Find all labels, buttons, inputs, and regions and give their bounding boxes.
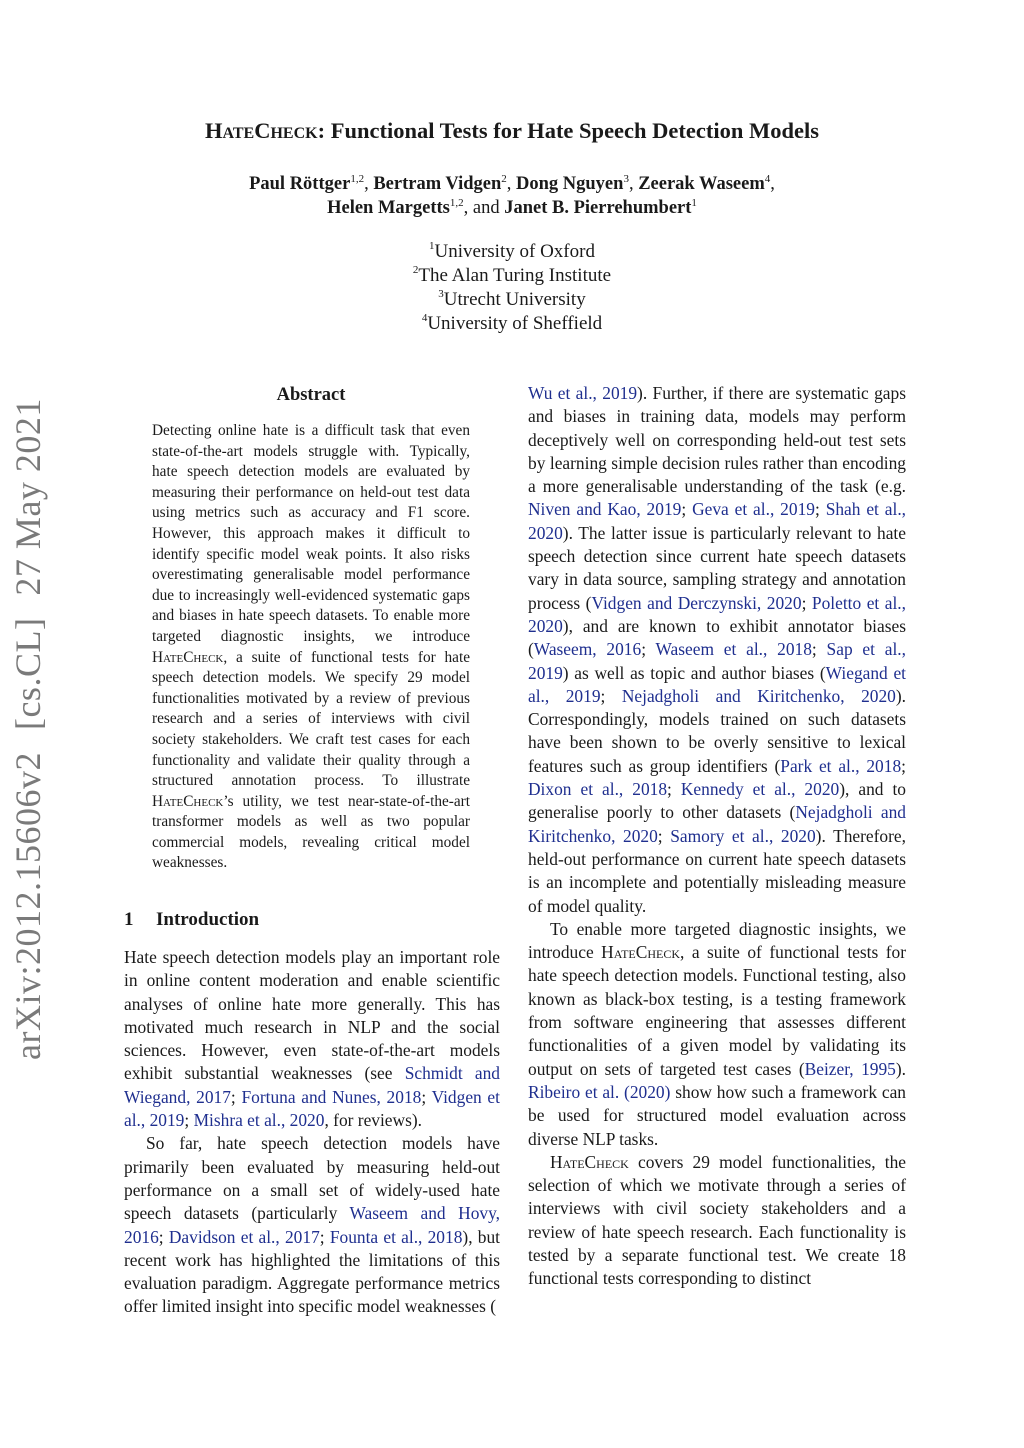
citation-link[interactable]: Waseem, 2016: [533, 639, 642, 660]
affiliation: $^4$University of Sheffield: [421, 312, 603, 334]
system-name: HateCheck: [152, 648, 224, 666]
citation-link[interactable]: Wu et al., 2019: [528, 383, 638, 403]
citation-link[interactable]: Kennedy et al., 2020: [680, 779, 840, 800]
author-name: Janet B. Pierrehumbert: [504, 198, 692, 218]
citation-link[interactable]: Geva et al., 2019: [692, 499, 815, 520]
citation-link[interactable]: Nejadgholi and Kiritchenko, 2020: [621, 685, 896, 706]
citation-link[interactable]: Park et al., 2018: [780, 755, 902, 776]
left-column-body: [124, 946, 500, 1319]
author-affiliation-mark: 3: [623, 173, 629, 185]
citation-link[interactable]: Davidson et al., 2017: [168, 1226, 320, 1247]
citation-link[interactable]: Beizer, 1995: [804, 1058, 896, 1079]
citation-link[interactable]: Mishra et al., 2020: [193, 1110, 325, 1131]
arxiv-category: [cs.CL]: [8, 617, 48, 731]
author-name: Bertram Vidgen: [373, 174, 502, 194]
author-conjunction: and: [472, 198, 500, 218]
citation-link[interactable]: Vidgen and Derczynski, 2020: [591, 592, 802, 613]
citation-link[interactable]: Schmidt and Wiegand, 2017: [124, 1063, 501, 1107]
affiliation: $^1$University of Oxford: [429, 240, 595, 262]
author-affiliation-mark: 1,2: [449, 197, 464, 209]
intro-paragraph: HateCheck covers 29 model functionalities, the selection of which we motivate through a series of interviews with civil society stakeholders and a review of hate speech research. Each functionality is tested by a separate functional test. We create 18 functional tests corresponding to distinct: [528, 1151, 906, 1289]
author-name: Paul Röttger: [249, 174, 351, 194]
author-name: Helen Margetts: [327, 198, 450, 218]
arxiv-sidebar: [8, 398, 48, 1060]
intro-paragraph: To enable more targeted diagnostic insights, we introduce HateCheck, a suite of functional tests for hate speech detection models. Functional testing, also known as black-box testing, is a testing framework from software engineering that assesses different functionalities of a given model by validating its output on sets of targeted test cases (Beizer, 1995). Ribeiro et al. (2020) show how such a framework can be used for structured model evaluation across diverse NLP tasks.: [528, 918, 907, 1149]
citation-link[interactable]: Waseem and Hovy, 2016: [124, 1203, 500, 1247]
title-rest: : Functional Tests for Hate Speech Detection Models: [317, 118, 819, 143]
citation-link[interactable]: Waseem et al., 2018: [655, 639, 812, 660]
citation-link[interactable]: Samory et al., 2020: [670, 825, 816, 846]
author-affiliation-mark: 1: [691, 197, 697, 209]
author-affiliation-mark: 1,2: [350, 173, 365, 185]
abstract-heading: Abstract: [276, 385, 346, 405]
citation-link[interactable]: Sap et al., 2019: [528, 639, 907, 683]
affiliation: $^2$The Alan Turing Institute: [412, 264, 612, 286]
author-affiliation-mark: 2: [501, 173, 507, 185]
abstract-body: [152, 421, 470, 874]
system-name: HateCheck: [601, 942, 680, 963]
affiliation: $^3$Utrecht University: [438, 288, 586, 310]
system-name: HateCheck: [550, 1151, 629, 1172]
right-column-body: [528, 382, 906, 1291]
citation-link[interactable]: Founta et al., 2018: [329, 1226, 463, 1247]
citation-link[interactable]: Nejadgholi and Kiritchenko, 2020: [528, 802, 906, 846]
citation-link[interactable]: Fortuna and Nunes, 2018: [241, 1086, 422, 1107]
citation-link[interactable]: Wiegand et al., 2019: [528, 662, 906, 706]
section-heading-introduction: [124, 907, 259, 933]
arxiv-date: 27 May 2021: [8, 398, 48, 596]
citation-link[interactable]: Niven and Kao, 2019: [528, 499, 682, 520]
author-affiliation-mark: 4: [764, 173, 771, 185]
author-list: Paul Röttger$^{1,2}$, Bertram Vidgen$^2$, Dong Nguyen$^3$, Zeerak Waseem$^4$, Helen Margetts$^{1,2}$, and Janet B. Pierrehumbert$^1$: [249, 173, 775, 218]
affiliation-list: [0, 240, 1024, 336]
system-name: HateCheck: [152, 792, 224, 810]
paper-title: [0, 116, 1024, 146]
author-name: Dong Nguyen: [516, 174, 624, 194]
author-name: Zeerak Waseem: [638, 174, 765, 194]
intro-paragraph: Hate speech detection models play an important role in online content moderation and enable scientific analyses of online hate more generally. This has motivated much research in NLP and the social sciences. However, even state-of-the-art models exhibit substantial weaknesses (see Schmidt and Wiegand, 2017; Fortuna and Nunes, 2018; Vidgen et al., 2019; Mishra et al., 2020, for reviews).: [124, 947, 501, 1131]
abstract-paragraph: Detecting online hate is a difficult task that even state-of-the-art models struggle with. Typically, hate speech detection models are evaluated by measuring their performance on held-out test data using metrics such as accuracy and F1 score. However, this approach makes it difficult to identify specific model weak points. It also risks overestimating generalisable model performance due to increasingly well-evidenced systematic gaps and biases in hate speech datasets. To enable more targeted diagnostic insights, we introduce HateCheck, a suite of functional tests for hate speech detection models. We specify 29 model functionalities motivated by a review of previous research and a series of interviews with civil society stakeholders. We craft test cases for each functionality and validate their quality through a structured annotation process. To illustrate HateCheck’s utility, we test near-state-of-the-art transformer models as well as two popular commercial models, revealing critical model weaknesses.: [152, 422, 470, 872]
intro-paragraph-continued: Wu et al., 2019). Further, if there are systematic gaps and biases in training data, models may perform deceptively well on corresponding held-out test sets by learning simple decision rules rather than encoding a more generalisable understanding of the task (e.g. Niven and Kao, 2019; Geva et al., 2019; Shah et al., 2020). The latter issue is particularly relevant to hate speech detection since current hate speech datasets vary in data source, sampling strategy and annotation process (Vidgen and Derczynski, 2020; Poletto et al., 2020), and are known to exhibit annotator biases (Waseem, 2016; Waseem et al., 2018; Sap et al., 2019) as well as topic and author biases (Wiegand et al., 2019; Nejadgholi and Kiritchenko, 2020). Correspondingly, models trained on such datasets have been shown to be overly sensitive to lexical features such as group identifiers (Park et al., 2018; Dixon et al., 2018; Kennedy et al., 2020), and to generalise poorly to other datasets (Nejadgholi and Kiritchenko, 2020; Samory et al., 2020). Therefore, held-out performance on current hate speech datasets is an incomplete and potentially misleading measure of model quality.: [528, 383, 907, 916]
section-title: Introduction: [156, 909, 260, 930]
title-system-name: HateCheck: [205, 118, 318, 143]
arxiv-id[interactable]: arXiv:2012.15606v2: [8, 752, 48, 1060]
citation-link[interactable]: Shah et al., 2020: [528, 499, 907, 543]
citation-link[interactable]: Dixon et al., 2018: [528, 779, 668, 800]
citation-link[interactable]: Poletto et al., 2020: [528, 592, 906, 636]
citation-link[interactable]: Vidgen et al., 2019: [124, 1086, 500, 1131]
intro-paragraph: So far, hate speech detection models have primarily been evaluated by measuring held-out performance on a small set of widely-used hate speech datasets (particularly Waseem and Hovy, 2016; Davidson et al., 2017; Founta et al., 2018), but recent work has highlighted the limitations of this evaluation paradigm. Aggregate performance metrics offer limited insight into specific model weaknesses (: [124, 1133, 500, 1317]
citation-link[interactable]: Ribeiro et al. (2020): [528, 1081, 671, 1102]
section-number: 1: [124, 909, 134, 930]
